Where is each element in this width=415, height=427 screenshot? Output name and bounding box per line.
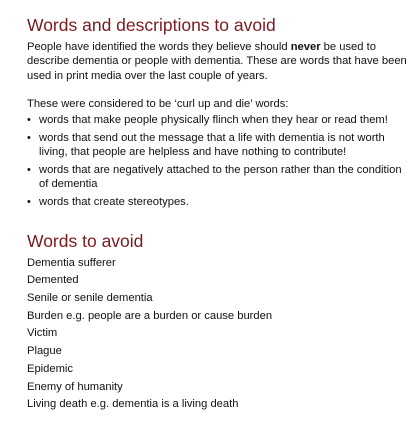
- bullet-dot: •: [27, 113, 31, 126]
- section-heading-words-to-avoid: Words to avoid: [27, 230, 144, 251]
- emphasis-never: never: [290, 41, 321, 53]
- word-item: Living death e.g. dementia is a living death: [27, 398, 239, 411]
- word-item: Burden e.g. people are a burden or cause burden: [27, 309, 273, 322]
- bullet-item: [27, 132, 407, 159]
- section-heading-words-and-descriptions: Words and descriptions to avoid: [27, 15, 276, 35]
- bullet-item: [27, 114, 407, 128]
- intro-paragraph: [27, 40, 407, 83]
- bullet-text: words that send out the message that a life with dementia is not worth living, that people are helpless and have nothing to contribute!: [39, 132, 385, 158]
- word-item: Epidemic: [27, 362, 74, 375]
- word-item: Dementia sufferer: [27, 256, 116, 269]
- bullet-text: words that are negatively attached to the person rather than the condition of dementia: [39, 164, 402, 190]
- word-item: Enemy of humanity: [27, 380, 123, 393]
- bullet-text: words that make people physically flinch when they hear or read them!: [39, 113, 388, 126]
- intro-text-end: be used to describe dementia or people with dementia. These are words that have been used in print media over the last couple of years.: [27, 41, 407, 82]
- word-item: Plague: [27, 345, 62, 358]
- bullet-dot: •: [27, 196, 31, 209]
- word-item: Senile or senile dementia: [27, 292, 153, 305]
- curl-up-and-die-intro: These were considered to be ‘curl up and die’ words:: [27, 98, 289, 111]
- word-item: Victim: [27, 327, 58, 340]
- bullet-dot: •: [27, 132, 31, 145]
- intro-text-start: People have identified the words they believe should: [27, 41, 291, 53]
- bullet-dot: •: [27, 164, 31, 177]
- word-item: Demented: [27, 274, 79, 287]
- bullet-item: [27, 164, 407, 191]
- bullet-text: words that create stereotypes.: [39, 196, 189, 209]
- bullet-list: [27, 114, 407, 210]
- words-to-avoid-list: [27, 255, 407, 414]
- document-page: [27, 14, 407, 414]
- bullet-item: [27, 196, 407, 210]
